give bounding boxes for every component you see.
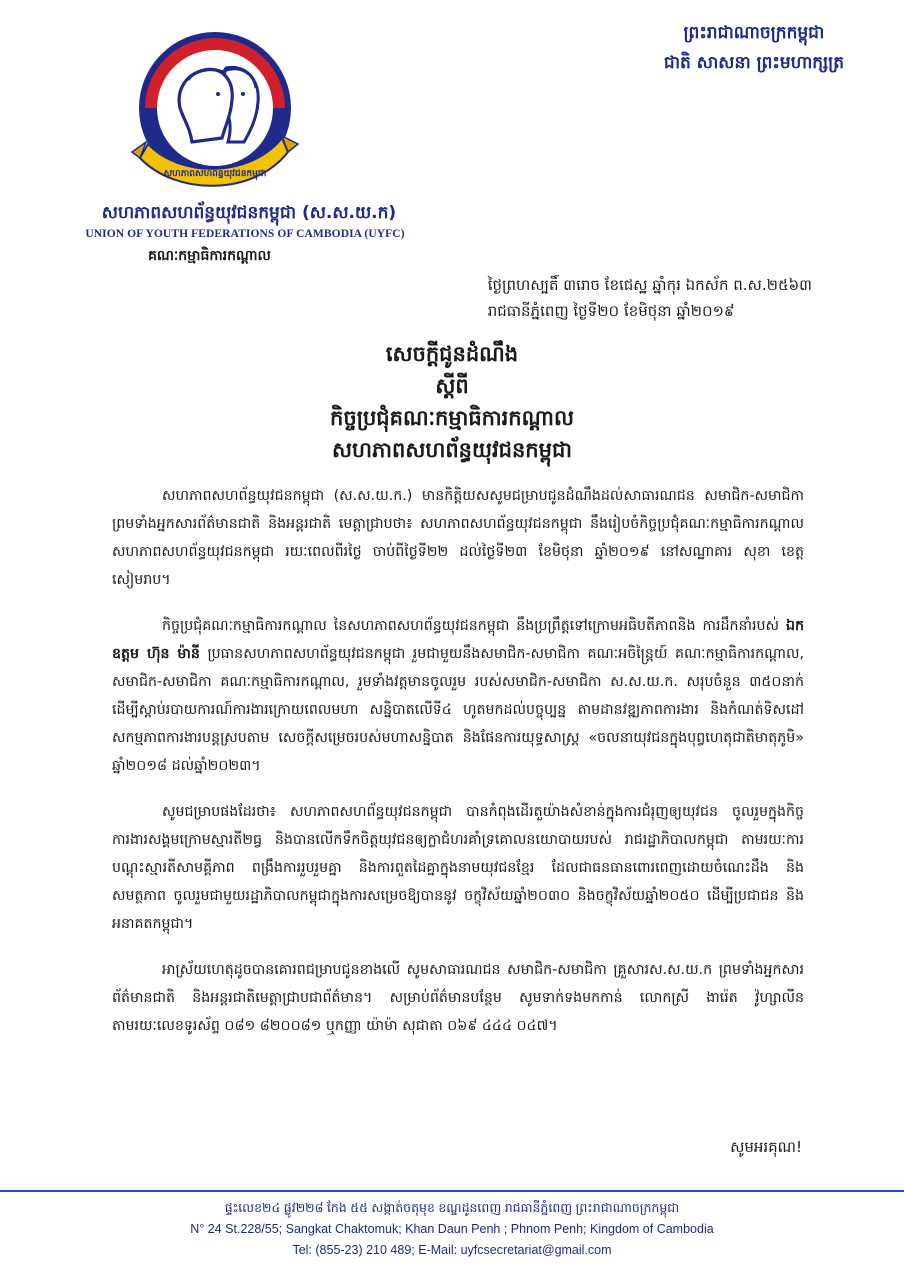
title-line-1: សេចក្តីជូនដំណឹង bbox=[385, 342, 519, 366]
kingdom-motto bbox=[664, 18, 844, 78]
logo-ribbon-text: សហភាពសហព័ន្ធយុវជនកម្ពុជា bbox=[163, 169, 267, 179]
committee-name: គណៈកម្មាធិការកណ្ដាល bbox=[148, 248, 271, 264]
solar-date: រាជធានីភ្នំពេញ ថ្ងៃទី២០ ខែមិថុនា ឆ្នាំ២០១៩ bbox=[487, 302, 735, 320]
title-line-2: ស្តីពី bbox=[435, 374, 469, 398]
paragraph-2-intro: កិច្ចប្រជុំគណៈកម្មាធិការកណ្តាល នៃសហភាពសហព័ន្ធយុវជនកម្ពុជា នឹងប្រព្រឹត្តទៅក្រោមអធិបតីភាពនិង ការដឹកនាំរបស់ bbox=[162, 618, 786, 634]
footer bbox=[0, 1198, 904, 1261]
org-name-khmer: សហភាពសហព័ន្ធយុវជនកម្ពុជា (ស.ស.យ.ក) bbox=[101, 203, 397, 223]
paragraph-2 bbox=[112, 612, 804, 780]
footer-contact: Tel: (855-23) 210 489; E-Mail: uyfcsecretariat@gmail.com bbox=[292, 1243, 612, 1257]
paragraph-1: សហភាពសហព័ន្ធយុវជនកម្ពុជា (ស.ស.យ.ក.) មានកិត្តិយសសូមជម្រាបជូនដំណឹងដល់សាធារណជន សមាជិក-សមាជិកា ព្រមទាំងអ្នកសារព័ត៌មានជាតិ និងអន្តរជាតិ មេត្តាជ្រាបថា៖ សហភាពសហព័ន្ធយុវជនកម្ពុជា នឹងរៀបចំកិច្ចប្រជុំគណៈកម្មាធិការកណ្តាលសហភាពសហព័ន្ធយុវជនកម្ពុជា រយៈពេលពីរថ្ងៃ ចាប់ពីថ្ងៃទី២២ ដល់ថ្ងៃទី២៣ ខែមិថុនា ឆ្នាំ២០១៩ នៅសណ្ឋាគារ សុខា ខេត្តសៀមរាប។ bbox=[112, 488, 804, 588]
nation-religion-king: ជាតិ សាសនា ព្រះមហាក្សត្រ bbox=[663, 53, 844, 73]
footer-divider bbox=[0, 1190, 904, 1192]
footer-address-khmer: ផ្ទះលេខ២៤ ផ្លូវ២២៨ កែង ៥៥ សង្កាត់ចតុមុខ ខណ្ឌដូនពេញ រាជធានីភ្នំពេញ ព្រះរាជាណាចក្រកម្ពុជា bbox=[224, 1201, 680, 1215]
paragraph-2-rest: ប្រធានសហភាពសហព័ន្ធយុវជនកម្ពុជា រួមជាមួយនឹងសមាជិក-សមាជិកា គណៈអចិន្ត្រៃយ៍ គណៈកម្មាធិការកណ្តាល, សមាជិក-សមាជិកា គណៈកម្មាធិការកណ្តាល, រួមទាំងវត្តមានចូលរួម របស់សមាជិក-សមាជិកា ស.ស.យ.ក. សរុបចំនួន ៣៥០នាក់ ដើម្បីស្តាប់របាយការណ៍ការងារក្រោយពេលមហា សន្និបាតលើទី៤ ហូតមកដល់បច្ចុប្បន្ន តាមដានវឌ្ឍភាពការងារ និងកំណត់ទិសដៅសកម្មភាពការងារបន្តស្របតាម សេចក្តីសម្រេចរបស់មហាសន្និបាត និងផែនការយុទ្ធសាស្ត្រ «ចលនាយុវជនក្នុងបុព្វហេតុជាតិមាតុភូមិ» ឆ្នាំ២០១៨ ដល់ឆ្នាំ២០២៣។ bbox=[112, 646, 804, 774]
kingdom-title: ព្រះរាជាណាចក្រកម្ពុជា bbox=[683, 23, 825, 43]
paragraph-3: សូមជម្រាបផងដែរថា៖ សហភាពសហព័ន្ធយុវជនកម្ពុជា បានកំពុងដើរតួយ៉ាងសំខាន់ក្នុងការជំរុញឲ្យយុវជន ចូលរួមក្នុងកិច្ចការងារសង្គមក្រោមស្មារតី២ធ្វ និងបានលើកទឹកចិត្តយុវជនឲ្យក្លាជំហរគាំទ្រគោលនយោបាយរបស់ រាជរដ្ឋាភិបាលកម្ពុជា តាមរយៈការបណ្តុះស្មារតីសាមគ្គីភាព ពង្រឹងការរួបរួមគ្នា និងការពួតដៃគ្នាក្នុងនាមយុវជនខ្មែរ ដែលជាធនធានពោរពេញដោយចំណេះដឹង និងសមត្ថភាព ចូលរួមជាមួយរដ្ឋាភិបាលកម្ពុជាក្នុងការសម្រេចឱ្យបាននូវ ចក្ខុវិស័យឆ្នាំ២០៣០ និងចក្ខុវិស័យឆ្នាំ២០៥០ ដើម្បីប្រជាជន និងអនាគតកម្ពុជា។ bbox=[112, 804, 804, 932]
footer-address-english: N° 24 St.228/55; Sangkat Chaktomuk; Khan Daun Penh ; Phnom Penh; Kingdom of Cambodia bbox=[190, 1222, 714, 1236]
date-block bbox=[488, 272, 812, 324]
document-title bbox=[0, 338, 904, 466]
title-line-4: សហភាពសហព័ន្ធយុវជនកម្ពុជា bbox=[332, 438, 572, 462]
closing-thanks: សូមអរគុណ! bbox=[730, 1138, 802, 1156]
announcement-body bbox=[112, 482, 804, 1058]
title-line-3: កិច្ចប្រជុំគណៈកម្មាធិការកណ្តាល bbox=[330, 406, 574, 430]
uyfc-logo bbox=[130, 28, 300, 208]
paragraph-4: អាស្រ័យហេតុដូចបានគោរពជម្រាបជូនខាងលើ សូមសាធារណជន សមាជិក-សមាជិកា គ្រួសារស.ស.យ.ក ព្រមទាំងអ្នកសារព័ត៌មានជាតិ និងអន្តរជាតិមេត្តាជ្រាបជាព័ត៌មាន។ សម្រាប់ព័ត៌មានបន្ថែម សូមទាក់ទងមកកាន់ លោកស្រី ងារ៉េត វ៉ូហ្សាលីន តាមរយៈលេខទូរស័ព្ទ ០៨១ ៨២០០៨១ ឬកញ្ញា យ៉ាម៉ា សុជាតា ០៦៩ ៤៤៤ ០៤៧។ bbox=[112, 962, 804, 1034]
chairman-name: ឯកឧត្តម ហ៊ុន ម៉ានី bbox=[112, 618, 804, 662]
lunar-date: ថ្ងៃព្រហស្បតិ៍ ៣រោច ខែជេស្ឋ ឆ្នាំកុរ ឯកស័ក ព.ស.២៥៦៣ bbox=[487, 276, 812, 294]
org-name-english: UNION OF YOUTH FEDERATIONS OF CAMBODIA (UYFC) bbox=[85, 228, 405, 240]
